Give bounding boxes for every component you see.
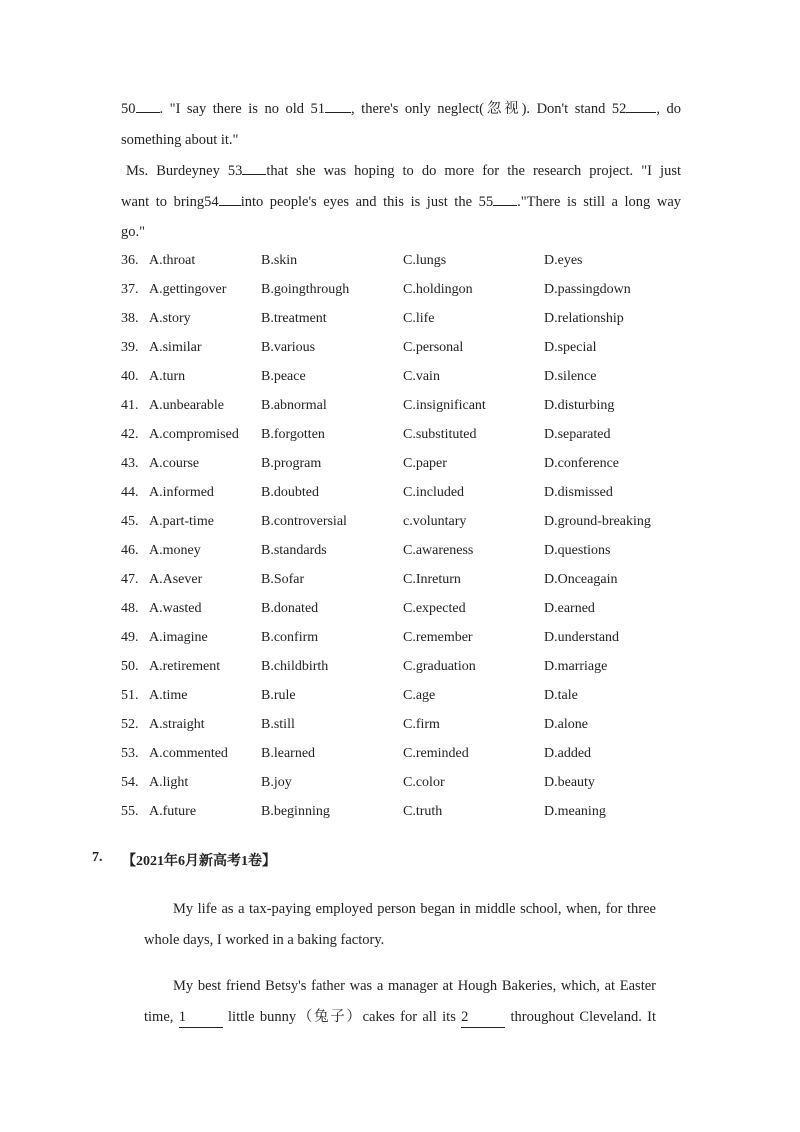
answer-blank-53 bbox=[242, 160, 266, 175]
option-row bbox=[121, 687, 721, 716]
option-row bbox=[121, 513, 721, 542]
option-c: C.truth bbox=[403, 804, 443, 819]
text-run: , do bbox=[656, 101, 681, 117]
option-a: A.wasted bbox=[149, 601, 202, 616]
question-number: 38. bbox=[121, 311, 139, 326]
option-d: D.separated bbox=[544, 427, 611, 442]
option-row bbox=[121, 397, 721, 426]
option-b: B.treatment bbox=[261, 311, 327, 326]
option-row bbox=[121, 281, 721, 310]
text-run: . "I say there is no old 51 bbox=[159, 101, 326, 117]
passage-line-5 bbox=[121, 222, 681, 242]
option-b: B.rule bbox=[261, 688, 296, 703]
answer-options-list bbox=[121, 252, 721, 832]
option-a: A.course bbox=[149, 456, 200, 471]
answer-blank-55 bbox=[493, 191, 517, 206]
text-run: My life as a tax-paying employed person began in middle school, when, for three bbox=[173, 901, 656, 917]
answer-blank-51 bbox=[325, 98, 351, 113]
option-d: D.questions bbox=[544, 543, 611, 558]
option-row bbox=[121, 542, 721, 571]
option-b: B.abnormal bbox=[261, 398, 327, 413]
option-a: A.compromised bbox=[149, 427, 239, 442]
option-b: B.learned bbox=[261, 746, 316, 761]
option-c: C.insignificant bbox=[403, 398, 486, 413]
option-row bbox=[121, 252, 721, 281]
option-a: A.turn bbox=[149, 369, 186, 384]
option-row bbox=[121, 745, 721, 774]
option-c: C.graduation bbox=[403, 659, 476, 674]
option-a: A.commented bbox=[149, 746, 228, 761]
question-number: 43. bbox=[121, 456, 139, 471]
option-c: C.awareness bbox=[403, 543, 474, 558]
passage-line-2 bbox=[121, 130, 681, 150]
text-run: something about it." bbox=[121, 132, 239, 148]
option-c: C.life bbox=[403, 311, 435, 326]
text-run: whole days, I worked in a baking factory. bbox=[144, 932, 385, 948]
option-row bbox=[121, 629, 721, 658]
option-row bbox=[121, 600, 721, 629]
option-c: C.substituted bbox=[403, 427, 477, 442]
option-d: D.passingdown bbox=[544, 282, 631, 297]
passage-line-1 bbox=[121, 98, 681, 119]
option-d: D.Onceagain bbox=[544, 572, 618, 587]
passage-line-3 bbox=[126, 160, 681, 181]
option-b: B.peace bbox=[261, 369, 306, 384]
option-b: B.goingthrough bbox=[261, 282, 350, 297]
option-d: D.dismissed bbox=[544, 485, 613, 500]
question-number: 36. bbox=[121, 253, 139, 268]
answer-blank-54 bbox=[219, 191, 241, 206]
answer-blank-50 bbox=[136, 98, 160, 113]
option-c: C.lungs bbox=[403, 253, 447, 268]
option-b: B.confirm bbox=[261, 630, 319, 645]
option-b: B.still bbox=[261, 717, 295, 732]
option-b: B.childbirth bbox=[261, 659, 329, 674]
text-run: want to bring54 bbox=[121, 194, 219, 210]
option-c: C.personal bbox=[403, 340, 464, 355]
option-c: C.age bbox=[403, 688, 436, 703]
option-d: D.meaning bbox=[544, 804, 606, 819]
text-run: ."There is still a long way bbox=[517, 194, 682, 210]
option-b: B.program bbox=[261, 456, 322, 471]
option-a: A.retirement bbox=[149, 659, 221, 674]
option-a: A.throat bbox=[149, 253, 196, 268]
option-row bbox=[121, 658, 721, 687]
option-b: B.standards bbox=[261, 543, 327, 558]
text-run: go." bbox=[121, 224, 146, 240]
option-a: A.part-time bbox=[149, 514, 214, 529]
option-c: C.vain bbox=[403, 369, 440, 384]
option-b: B.forgotten bbox=[261, 427, 325, 442]
option-row bbox=[121, 484, 721, 513]
option-d: D.tale bbox=[544, 688, 578, 703]
section7-paragraph2-line2 bbox=[144, 1007, 656, 1028]
option-c: C.reminded bbox=[403, 746, 469, 761]
passage-line-4 bbox=[121, 191, 681, 212]
text-run: into people's eyes and this is just the 55 bbox=[240, 194, 494, 210]
question-number: 45. bbox=[121, 514, 139, 529]
option-a: A.future bbox=[149, 804, 197, 819]
option-row bbox=[121, 455, 721, 484]
option-b: B.Sofar bbox=[261, 572, 305, 587]
option-a: A.gettingover bbox=[149, 282, 227, 297]
option-a: A.imagine bbox=[149, 630, 208, 645]
question-number: 40. bbox=[121, 369, 139, 384]
section7-paragraph2-line1 bbox=[144, 976, 656, 996]
text-run: 50 bbox=[121, 101, 136, 117]
question-number: 49. bbox=[121, 630, 139, 645]
option-d: D.understand bbox=[544, 630, 620, 645]
option-row bbox=[121, 310, 721, 339]
question-number: 41. bbox=[121, 398, 139, 413]
option-b: B.skin bbox=[261, 253, 298, 268]
text-run: Ms. Burdeyney 53 bbox=[126, 163, 243, 179]
option-d: D.added bbox=[544, 746, 592, 761]
option-a: A.story bbox=[149, 311, 191, 326]
option-c: C.color bbox=[403, 775, 445, 790]
option-a: A.straight bbox=[149, 717, 205, 732]
question-number: 55. bbox=[121, 804, 139, 819]
option-c: C.paper bbox=[403, 456, 447, 471]
question-number: 54. bbox=[121, 775, 139, 790]
option-row bbox=[121, 803, 721, 832]
question-number: 47. bbox=[121, 572, 139, 587]
text-run: little bunny（兔子）cakes for all its bbox=[228, 1009, 456, 1025]
option-c: C.remember bbox=[403, 630, 473, 645]
option-d: D.silence bbox=[544, 369, 597, 384]
option-a: A.unbearable bbox=[149, 398, 225, 413]
option-b: B.beginning bbox=[261, 804, 330, 819]
option-row bbox=[121, 426, 721, 455]
option-a: A.light bbox=[149, 775, 189, 790]
option-d: D.relationship bbox=[544, 311, 624, 326]
option-row bbox=[121, 339, 721, 368]
option-c: C.firm bbox=[403, 717, 440, 732]
option-a: A.time bbox=[149, 688, 188, 703]
option-d: D.alone bbox=[544, 717, 588, 732]
question-number: 52. bbox=[121, 717, 139, 732]
section7-paragraph1-line1 bbox=[144, 899, 656, 919]
option-row bbox=[121, 571, 721, 600]
question-number: 51. bbox=[121, 688, 139, 703]
option-a: A.informed bbox=[149, 485, 214, 500]
section-number: 7. bbox=[92, 850, 103, 865]
option-b: B.donated bbox=[261, 601, 319, 616]
option-b: B.joy bbox=[261, 775, 292, 790]
option-a: A.Asever bbox=[149, 572, 203, 587]
question-number: 48. bbox=[121, 601, 139, 616]
option-c: C.holdingon bbox=[403, 282, 473, 297]
option-a: A.money bbox=[149, 543, 201, 558]
question-number: 37. bbox=[121, 282, 139, 297]
question-number: 39. bbox=[121, 340, 139, 355]
answer-blank-52 bbox=[626, 98, 656, 113]
answer-blank-1: 1 bbox=[179, 1007, 223, 1028]
question-number: 46. bbox=[121, 543, 139, 558]
question-number: 44. bbox=[121, 485, 139, 500]
option-c: C.included bbox=[403, 485, 465, 500]
section7-paragraph1-line2 bbox=[144, 930, 656, 950]
option-a: A.similar bbox=[149, 340, 202, 355]
text-run: throughout Cleveland. It bbox=[510, 1009, 656, 1025]
option-b: B.doubted bbox=[261, 485, 319, 500]
text-run: , there's only neglect(忽视). Don't stand 52 bbox=[351, 101, 627, 117]
answer-blank-2: 2 bbox=[461, 1007, 505, 1028]
option-c: C.Inreturn bbox=[403, 572, 461, 587]
option-b: B.various bbox=[261, 340, 316, 355]
option-row bbox=[121, 774, 721, 803]
option-b: B.controversial bbox=[261, 514, 347, 529]
option-d: D.eyes bbox=[544, 253, 583, 268]
question-number: 53. bbox=[121, 746, 139, 761]
option-d: D.earned bbox=[544, 601, 595, 616]
option-row bbox=[121, 368, 721, 397]
option-c: C.expected bbox=[403, 601, 466, 616]
text-run: My best friend Betsy's father was a manager at Hough Bakeries, which, at Easter bbox=[173, 978, 656, 994]
question-number: 42. bbox=[121, 427, 139, 442]
question-number: 50. bbox=[121, 659, 139, 674]
option-c: c.voluntary bbox=[403, 514, 467, 529]
text-run: that she was hoping to do more for the research project. "I just bbox=[266, 163, 681, 179]
option-d: D.marriage bbox=[544, 659, 608, 674]
option-d: D.beauty bbox=[544, 775, 595, 790]
section-title: 【2021年6月新高考1卷】 bbox=[122, 854, 276, 869]
option-d: D.conference bbox=[544, 456, 620, 471]
option-d: D.special bbox=[544, 340, 597, 355]
option-d: D.disturbing bbox=[544, 398, 615, 413]
option-d: D.ground-breaking bbox=[544, 514, 651, 529]
option-row bbox=[121, 716, 721, 745]
text-run: time, bbox=[144, 1009, 174, 1025]
